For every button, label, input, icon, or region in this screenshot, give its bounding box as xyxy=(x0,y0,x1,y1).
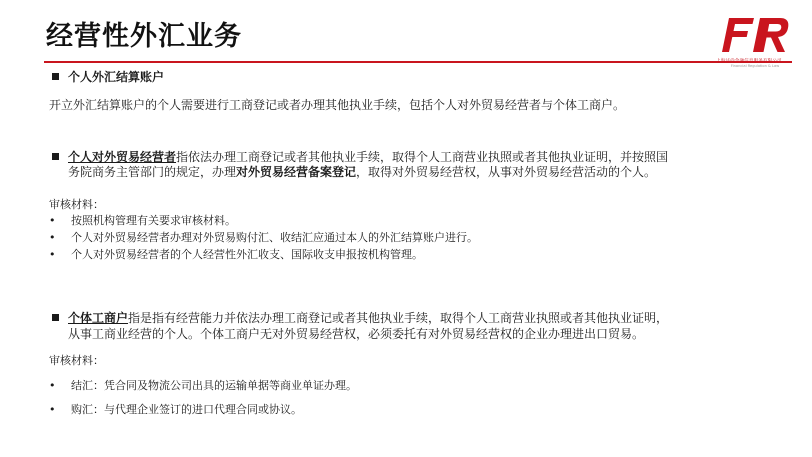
list-item-text: 结汇：凭合同及物流公司出具的运输单据等商业单证办理。 xyxy=(71,379,357,392)
term-trade-operator: 个人对外贸易经营者 xyxy=(68,150,177,164)
section-heading-personal-account xyxy=(52,69,164,86)
term-filing-registration: 对外贸易经营备案登记 xyxy=(236,165,357,179)
bullet-icon: • xyxy=(49,379,56,392)
bullet-icon: • xyxy=(49,248,56,261)
square-bullet-icon xyxy=(52,73,59,80)
list-item-text: 个人对外贸易经营者的个人经营性外汇收支、国际收支申报按机构管理。 xyxy=(71,248,423,261)
list-item xyxy=(49,229,478,246)
section2-line1-text: 指依法办理工商登记或者其他执业手续，取得个人工商营业执照或者其他执业证明，并按照国 xyxy=(176,150,669,164)
section2-line2-post: ，取得对外贸易经营权，从事对外贸易经营活动的个人。 xyxy=(356,165,657,179)
list-item xyxy=(49,212,236,229)
section3-line2: 从事工商业经营的个人。个体工商户无对外贸易经营权，必须委托有对外贸易经营权的企业办理进出口贸易。 xyxy=(68,327,645,341)
term-individual-business: 个体工商户 xyxy=(68,311,129,325)
section2-line2 xyxy=(68,164,656,181)
logo-chinese-name: 上海法尚金融信息服务有限公司 xyxy=(716,59,782,64)
bullet-icon: • xyxy=(49,231,56,244)
section1-body: 开立外汇结算账户的个人需要进行工商登记或者办理其他执业手续，包括个人对外贸易经营者与个体工商户。 xyxy=(49,98,626,112)
company-logo xyxy=(716,14,794,66)
bullet-icon: • xyxy=(49,214,56,227)
list-item-text: 按照机构管理有关要求审核材料。 xyxy=(71,214,236,227)
bullet-icon: • xyxy=(49,403,56,416)
fr-logo-icon xyxy=(716,14,794,56)
logo-english-name: Financial Regulation & Law xyxy=(730,64,780,68)
list-item xyxy=(49,401,302,418)
page-title: 经营性外汇业务 xyxy=(46,21,242,52)
square-bullet-icon xyxy=(52,153,59,160)
square-bullet-icon xyxy=(52,314,59,321)
section3-line1-text: 指是指有经营能力并依法办理工商登记或者其他执业手续，取得个人工商营业执照或者其他执业证明， xyxy=(128,311,669,325)
heading-text: 个人外汇结算账户 xyxy=(68,70,165,84)
section3-review-label: 审核材料： xyxy=(49,354,104,367)
section2-review-label: 审核材料： xyxy=(49,198,104,211)
list-item-text: 个人对外贸易经营者办理对外贸易购付汇、收结汇应通过本人的外汇结算账户进行。 xyxy=(71,231,478,244)
list-item-text: 购汇：与代理企业签订的进口代理合同或协议。 xyxy=(71,403,302,416)
section2-line2-pre: 务院商务主管部门的规定，办理 xyxy=(68,165,237,179)
list-item xyxy=(49,246,423,263)
title-divider xyxy=(44,61,792,63)
list-item xyxy=(49,377,357,394)
section3-line1 xyxy=(52,310,668,327)
